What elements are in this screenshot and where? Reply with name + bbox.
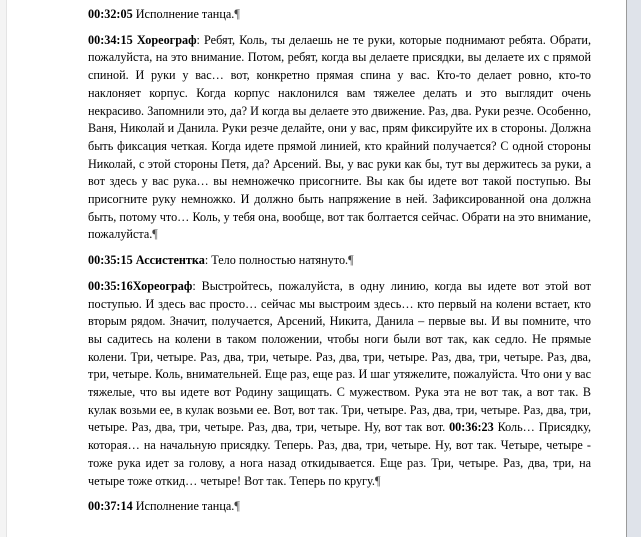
timestamp: 00:32:05 [88,7,133,21]
speaker-name: Хореограф [132,278,193,293]
speaker-name: Ассистентка [135,253,205,268]
paragraph-text: : Тело полностью натянуто. [204,253,349,268]
timestamp: 00:37:14 [88,499,133,514]
timestamp: 00:34:15 [88,32,133,47]
pilcrow-mark: ¶ [374,473,381,488]
inline-timestamp: 00:36:23 [449,420,494,435]
paragraph-text: Исполнение танца. [135,499,235,514]
paragraph-3[interactable] [88,252,591,270]
paragraph-text: : Выстройтесь, пожалуйста, в одну линию, когда вы идете вот этой вот поступью. И здесь вас просто… сейчас мы выстроим здесь… кто первый на колени встает, кто вторым рядом. Значит, получается, Арсений, Никита, Данила – первые вы. И вы помните, что вы садитесь на колени в таком положении, чтобы ноги были вот так, как седло. Не прямые колени. Три, четыре. Раз, два, три, четыре. Раз, два, три, четыре. Раз, два, три, четыре. Раз, два, три, четыре. Коль, внимательней. Еще раз, еще раз. И шаг утяжелите, пожалуйста. Что они у вас тяжелые, что вы идете вот Родину защищать. С мужеством. Рука эта не вот так, а вот так. В кулак возьми ее, в кулак возьми ее. Вот, вот так. Три, четыре. Раз, два, три, четыре. Раз, два, три, четыре. Раз, два, три, четыре. Раз, два, три, четыре. Ну, вот так вот. [88,278,591,435]
page-shadow [627,0,641,537]
paragraph-text-continued: Коль… Присядку, которая… на начальную присядку. Теперь. Раз, два, три, четыре. Ну, вот так. Четыре, четыре - тоже рука идет за голову, а нога назад откидывается. Еще раз. Три, четыре. Раз, два, три, на четыре тоже откид… четыре! Вот так. Теперь по кругу. [88,420,592,488]
paragraph-text: : Ребят, Коль, ты делаешь не те руки, которые поднимают ребята. Обрати, пожалуйста, на это внимание. Потом, ребят, когда вы делаете присядки, вы делаете их с прямой спиной. И руки у вас… вот, конкретно прямая спина у вас. Кто-то делает ровно, кто-то наклоняет корпус. Когда корпус наклонился вам тяжелее делать и это выглядит очень некрасиво. Запомнили это, да? И когда вы делаете это движение. Раз, два. Руки резче. Особенно, Ваня, Николай и Данила. Руки резче делайте, они у вас, прям фиксируйте их в стороны. Должна быть фиксация четкая. Когда идете прямой линией, кто крайний получается? С одной стороны Николай, с этой стороны Петя, да? Арсений. Вы, у вас руки как бы, тут вы держитесь за руки, а вот здесь у вас рука… вы немножечко присогните. Вы как бы идете вот такой поступью. Вы присогните руку немножко. И должно быть напряжение в ней. Зафиксированной она должна быть, потому что… Коль, у тебя она, вообще, вот так болтается сейчас. Обрати на это внимание, пожалуйста. [88,32,591,242]
pilcrow-mark: ¶ [234,7,240,21]
left-margin-guide [0,0,7,537]
document-body[interactable] [88,6,591,524]
pilcrow-mark: ¶ [234,499,240,514]
paragraph-2[interactable] [88,32,591,244]
speaker-name: Хореограф [136,32,197,47]
paragraph-1[interactable] [88,6,591,24]
paragraph-5[interactable] [88,498,591,516]
timestamp: 00:35:15 [88,253,133,268]
paragraph-text: Исполнение танца. [135,7,235,21]
pilcrow-mark: ¶ [152,227,158,242]
pilcrow-mark: ¶ [348,253,354,268]
paragraph-4[interactable] [88,278,591,490]
timestamp: 00:35:16 [88,278,133,293]
